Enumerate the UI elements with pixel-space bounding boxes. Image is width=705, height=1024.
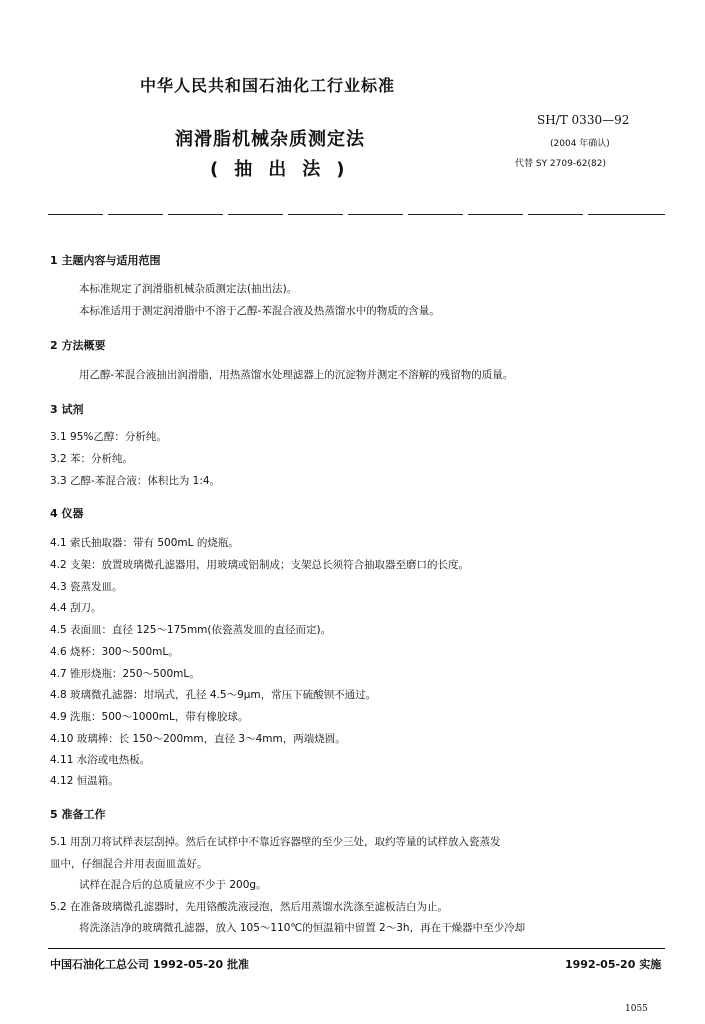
header-rule-2 — [108, 214, 163, 215]
page-number: 1055 — [625, 1004, 648, 1014]
apparatus-item: 4.4 刮刀。 — [50, 602, 102, 614]
section-5-heading: 5 准备工作 — [50, 808, 106, 821]
apparatus-item: 4.9 洗瓶：500～1000mL，带有橡胶球。 — [50, 711, 249, 723]
apparatus-item: 4.8 玻璃微孔滤器：坩埚式，孔径 4.5～9μm，常压下硫酸钡不通过。 — [50, 689, 377, 701]
apparatus-item: 4.1 索氏抽取器：带有 500mL 的烧瓶。 — [50, 537, 239, 549]
header-rule-8 — [468, 214, 523, 215]
section-1-heading: 1 主题内容与适用范围 — [50, 254, 161, 267]
header-rule-5 — [288, 214, 343, 215]
section-5-paragraph-1b: 皿中，仔细混合并用表面皿盖好。 — [50, 858, 208, 870]
apparatus-item: 4.12 恒温箱。 — [50, 775, 119, 787]
confirm-note: (2004 年确认) — [550, 139, 610, 149]
reagent-item: 3.1 95%乙醇：分析纯。 — [50, 431, 167, 443]
apparatus-item: 4.5 表面皿：直径 125～175mm(依瓷蒸发皿的直径而定)。 — [50, 624, 332, 636]
header-rule-7 — [408, 214, 463, 215]
header-rule-6 — [348, 214, 403, 215]
header-rule-9 — [528, 214, 583, 215]
document-subtitle: (抽出法) — [210, 159, 361, 180]
section-2-paragraph: 用乙醇-苯混合液抽出润滑脂，用热蒸馏水处理滤器上的沉淀物并测定不溶解的残留物的质量。 — [79, 369, 514, 381]
section-4-heading: 4 仪器 — [50, 507, 84, 520]
section-5-paragraph-1c: 试样在混合后的总质量应不少于 200g。 — [79, 879, 267, 891]
apparatus-item: 4.7 锥形烧瓶：250～500mL。 — [50, 668, 200, 680]
document-title: 润滑脂机械杂质测定法 — [175, 129, 365, 150]
section-5-paragraph-2b: 将洗涤洁净的玻璃微孔滤器，放入 105～110℃的恒温箱中留置 2～3h，再在干燥器中至少冷却 — [79, 922, 526, 934]
header-rule-4 — [228, 214, 283, 215]
section-5-paragraph-2a: 5.2 在准备玻璃微孔滤器时，先用铬酸洗液浸泡，然后用蒸馏水洗涤至滤板洁白为止。 — [50, 901, 449, 913]
approval-note: 中国石油化工总公司 1992-05-20 批准 — [50, 958, 250, 971]
section-1-paragraph-2: 本标准适用于测定润滑脂中不溶于乙醇-苯混合液及热蒸馏水中的物质的含量。 — [79, 305, 440, 317]
section-2-heading: 2 方法概要 — [50, 339, 106, 352]
standard-code: SH/T 0330—92 — [537, 113, 630, 127]
reagent-item: 3.3 乙醇-苯混合液：体积比为 1:4。 — [50, 475, 221, 487]
standard-title: 中华人民共和国石油化工行业标准 — [140, 76, 396, 95]
section-5-paragraph-1a: 5.1 用刮刀将试样表层刮掉。然后在试样中不靠近容器壁的至少三处，取约等量的试样放入瓷蒸发 — [50, 836, 501, 848]
section-1-paragraph-1: 本标准规定了润滑脂机械杂质测定法(抽出法)。 — [79, 283, 298, 295]
header-rule-10 — [588, 214, 665, 215]
apparatus-item: 4.11 水浴或电热板。 — [50, 754, 151, 766]
apparatus-item: 4.2 支架：放置玻璃微孔滤器用，用玻璃或铝制成；支架总长须符合抽取器至磨口的长度。 — [50, 559, 470, 571]
apparatus-item: 4.6 烧杯：300～500mL。 — [50, 646, 179, 658]
effective-date: 1992-05-20 实施 — [565, 958, 662, 971]
header-rule-3 — [168, 214, 223, 215]
footer-rule — [48, 948, 665, 949]
apparatus-item: 4.10 玻璃棒：长 150～200mm，直径 3～4mm，两端烧圆。 — [50, 733, 346, 745]
reagent-item: 3.2 苯：分析纯。 — [50, 453, 134, 465]
apparatus-item: 4.3 瓷蒸发皿。 — [50, 581, 123, 593]
replaces-note: 代替 SY 2709-62(82) — [515, 159, 607, 169]
header-rule-1 — [48, 214, 103, 215]
section-3-heading: 3 试剂 — [50, 403, 84, 416]
